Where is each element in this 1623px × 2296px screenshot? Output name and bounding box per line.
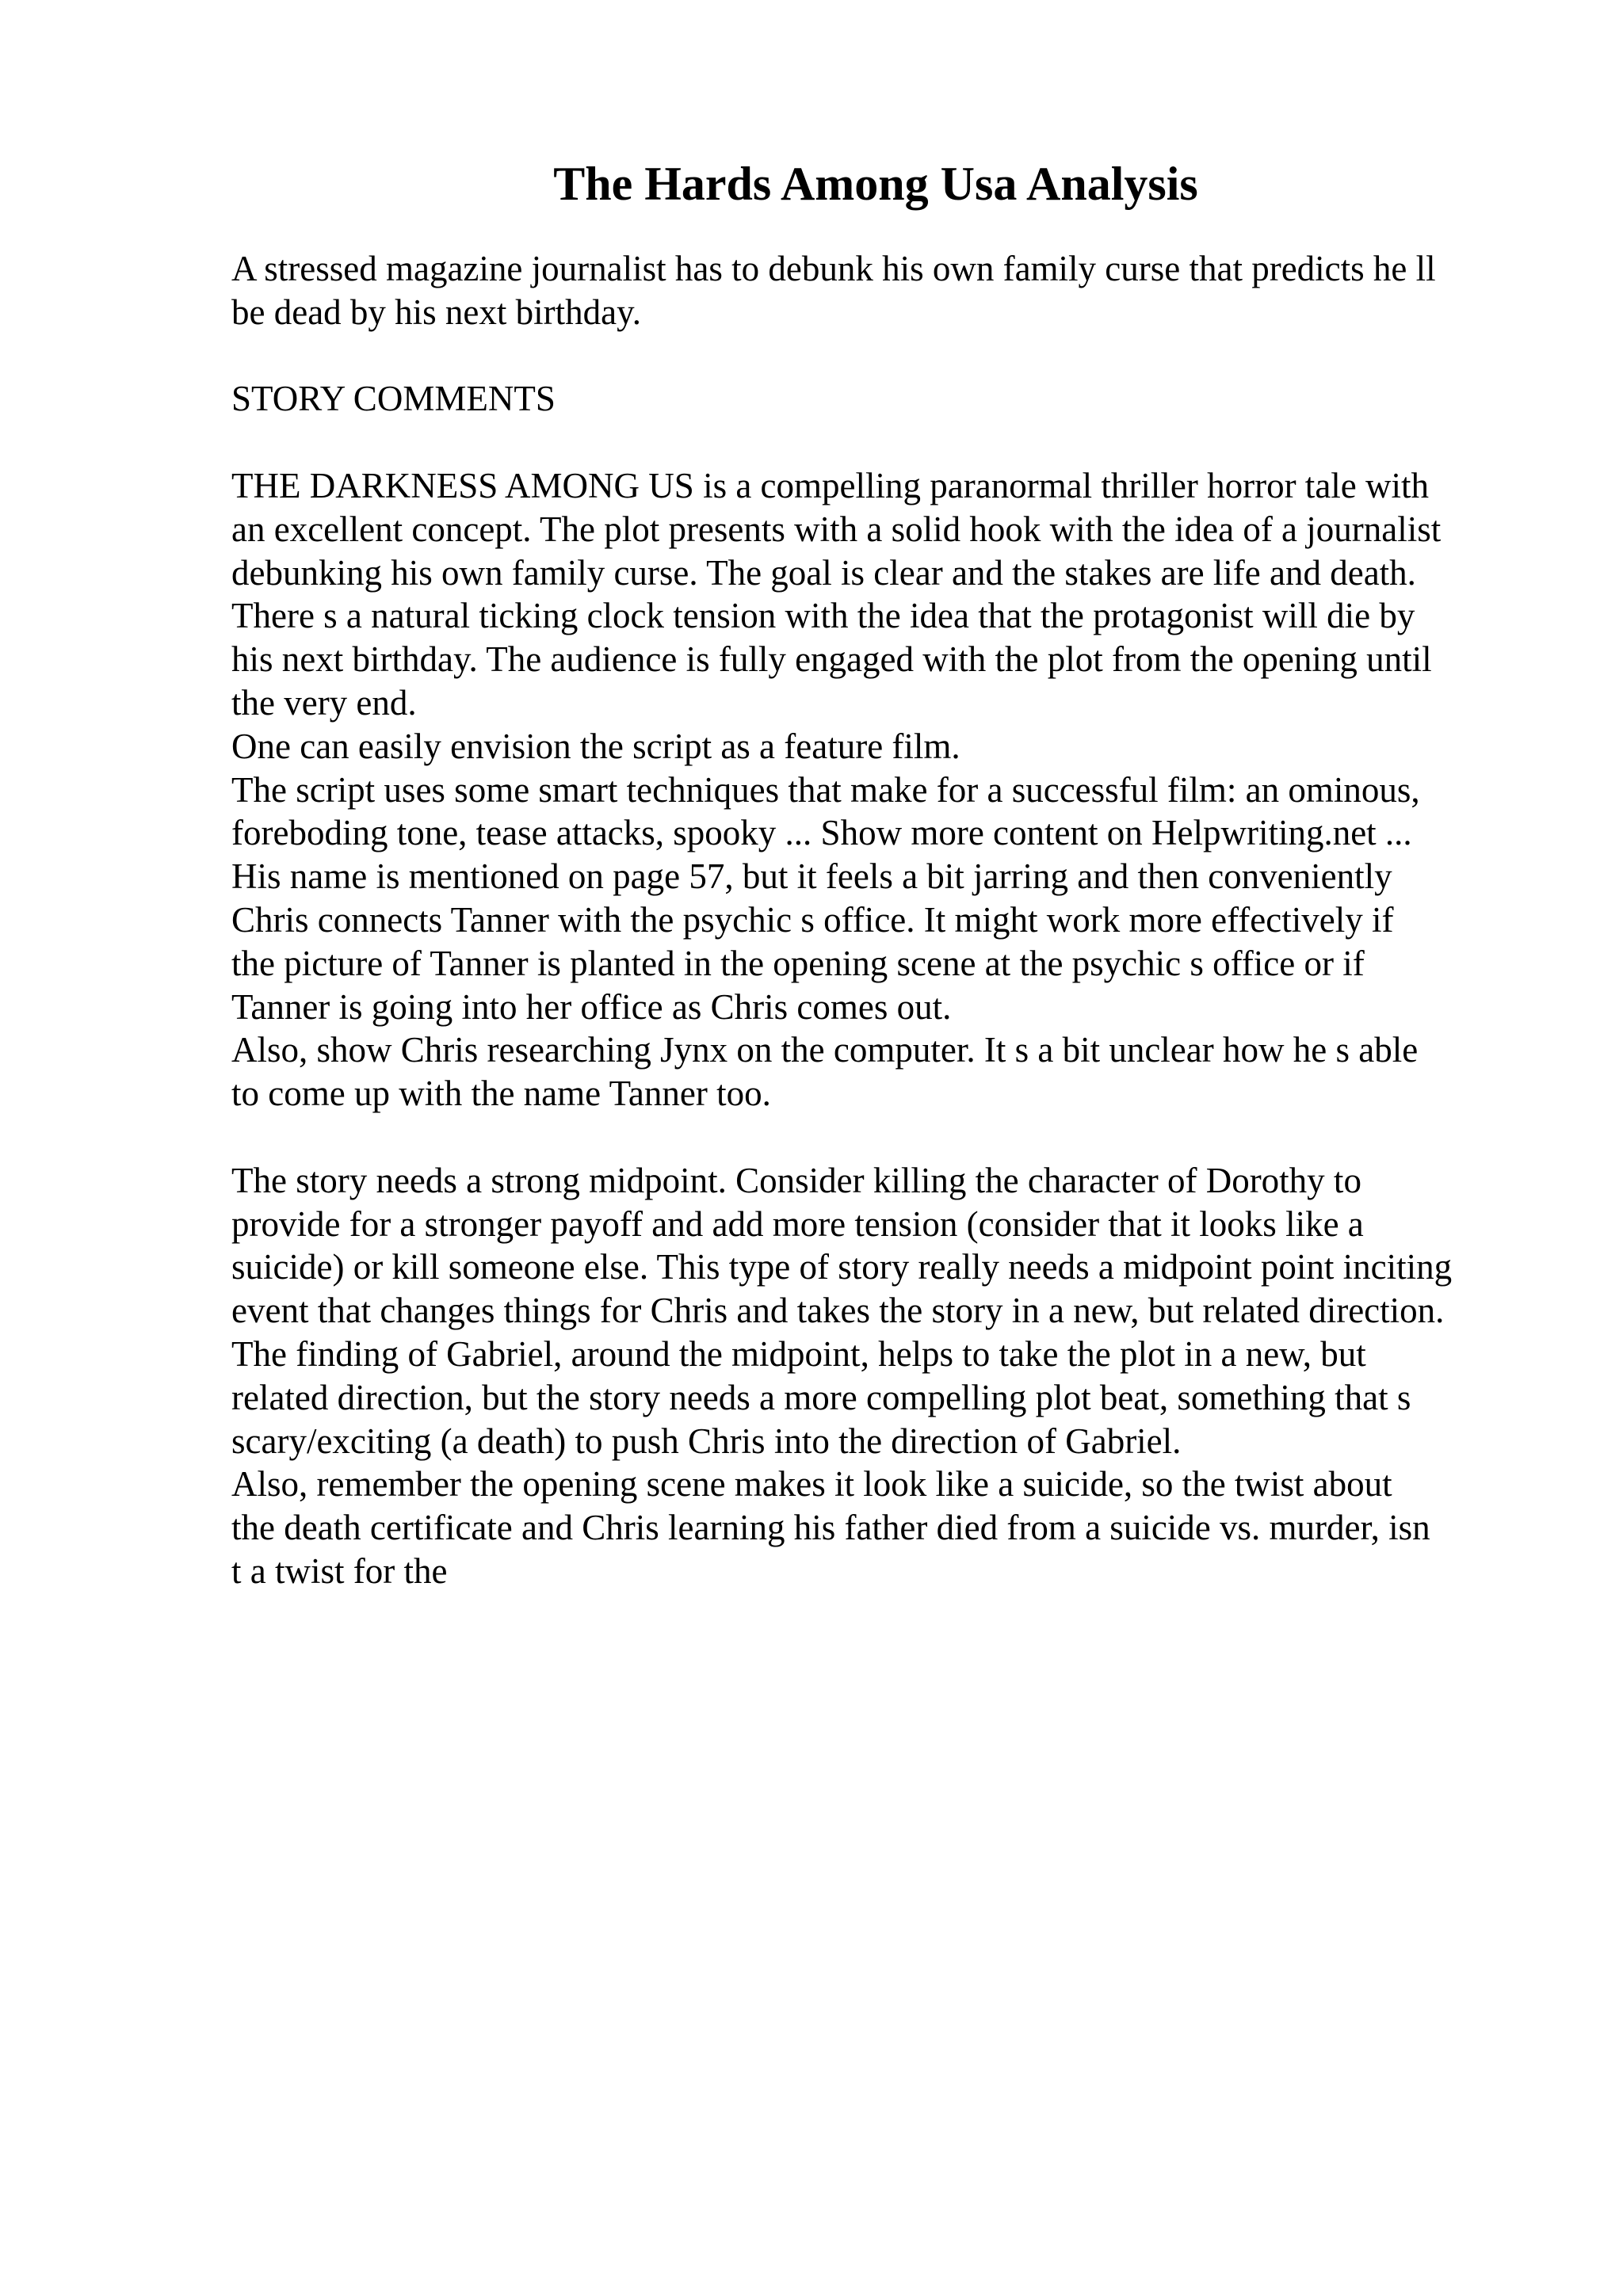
text-line: THE DARKNESS AMONG US is a compelling paranormal thriller horror tale with: [231, 465, 1430, 505]
document-title: The Hards Among Usa Analysis: [553, 158, 1198, 210]
blank-line: [231, 1116, 1515, 1159]
text-line: Chris connects Tanner with the psychic s office. It might work more effectively if: [231, 899, 1394, 940]
text-line: the picture of Tanner is planted in the opening scene at the psychic s office or if: [231, 943, 1365, 983]
text-line: an excellent concept. The plot presents with a solid hook with the idea of a journalist: [231, 509, 1442, 549]
text-line: The story needs a strong midpoint. Consider killing the character of Dorothy to: [231, 1160, 1361, 1200]
text-line: His name is mentioned on page 57, but it feels a bit jarring and then conveniently: [231, 856, 1392, 897]
text-line: There s a natural ticking clock tension with the idea that the protagonist will die by: [231, 596, 1415, 636]
text-line: Also, remember the opening scene makes it look like a suicide, so the twist about: [231, 1464, 1392, 1505]
text-line: suicide) or kill someone else. This type of story really needs a midpoint point inciting: [231, 1247, 1453, 1287]
text-line: the death certificate and Chris learning his father died from a suicide vs. murder, isn: [231, 1508, 1430, 1548]
text-line: The finding of Gabriel, around the midpoint, helps to take the plot in a new, but: [231, 1333, 1366, 1374]
text-line: debunking his own family curse. The goal is clear and the stakes are life and death.: [231, 552, 1416, 593]
section-heading: STORY COMMENTS: [231, 379, 556, 419]
text-line: A stressed magazine journalist has to debunk his own family curse that predicts he ll: [231, 249, 1436, 288]
blank-line: [231, 421, 1515, 464]
text-line: provide for a stronger payoff and add more tension (consider that it looks like a: [231, 1203, 1364, 1244]
text-line: t a twist for the: [231, 1550, 448, 1591]
text-line: event that changes things for Chris and takes the story in a new, but related direction.: [231, 1291, 1445, 1331]
text-line: the very end.: [231, 682, 417, 723]
text-line: to come up with the name Tanner too.: [231, 1074, 771, 1114]
text-line: The script uses some smart techniques that make for a successful film: an ominous,: [231, 769, 1420, 810]
text-line: Also, show Chris researching Jynx on the computer. It s a bit unclear how he s able: [231, 1030, 1419, 1070]
text-line: One can easily envision the script as a feature film.: [231, 726, 960, 766]
blank-line: [231, 334, 1515, 378]
text-line: Tanner is going into her office as Chris comes out.: [231, 986, 952, 1027]
text-line: foreboding tone, tease attacks, spooky ... Show more content on Helpwriting.net ...: [231, 813, 1412, 853]
text-line: his next birthday. The audience is fully engaged with the plot from the opening until: [231, 639, 1432, 680]
text-line: related direction, but the story needs a more compelling plot beat, something that s: [231, 1377, 1411, 1417]
text-line: scary/exciting (a death) to push Chris into the direction of Gabriel.: [231, 1421, 1182, 1461]
text-line: be dead by his next birthday.: [231, 292, 641, 332]
document-body: [231, 247, 1515, 1593]
